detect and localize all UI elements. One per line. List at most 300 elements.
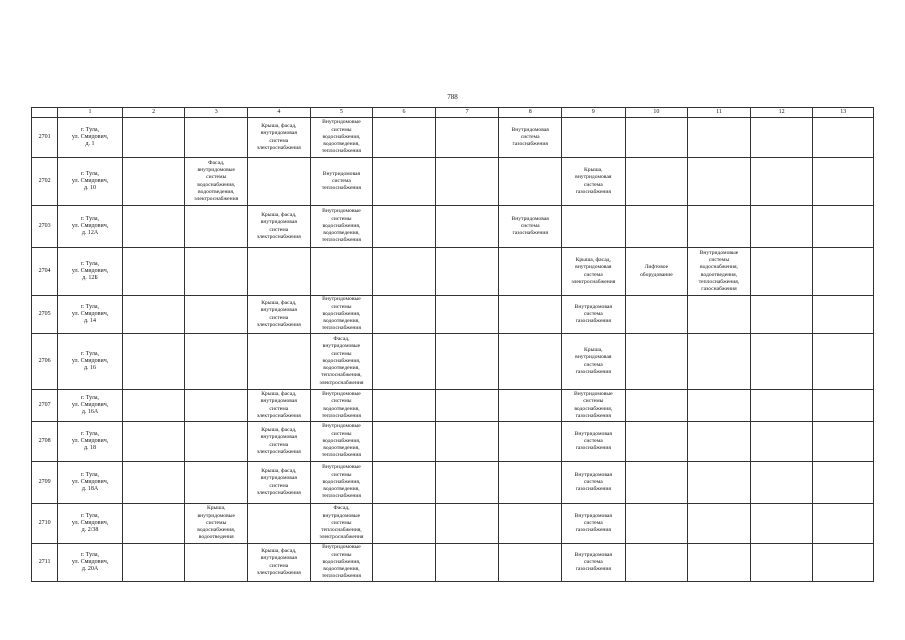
table-row: [32, 334, 874, 390]
cell-line: д. 18: [84, 445, 97, 452]
cell-line: д. 20А: [81, 566, 99, 573]
cell-line: Внутридомовая: [574, 430, 612, 437]
cell-line: система: [269, 137, 289, 144]
work-cell: [625, 504, 688, 544]
work-cell: [688, 544, 751, 582]
cell-line: Внутридомовые: [574, 391, 613, 398]
cell-line: газоснабжения: [575, 318, 611, 325]
cell-line: д. 12Б: [82, 275, 98, 282]
work-cell: [310, 462, 373, 504]
table-row: [32, 248, 874, 296]
work-cell: [373, 206, 436, 248]
cell-line: системы: [206, 174, 227, 181]
cell-line: электроснабжения: [194, 195, 239, 202]
cell-line: ул. Смидович,: [71, 558, 109, 565]
cell-line: ул. Смидович,: [71, 519, 109, 526]
cell-line: система: [269, 405, 289, 412]
cell-line: водоснабжения,: [322, 310, 361, 317]
work-cell: [750, 158, 813, 206]
work-description: [562, 431, 625, 453]
cell-line: системы: [331, 430, 352, 437]
cell-line: д. 1: [85, 141, 95, 148]
cell-line: система: [583, 310, 603, 317]
work-cell: [310, 544, 373, 582]
work-cell: [499, 334, 562, 390]
address-text: [58, 552, 122, 574]
address-cell: [58, 390, 123, 422]
work-cell: [248, 118, 311, 158]
work-description: [626, 264, 688, 278]
cell-line: г. Тула,: [81, 215, 100, 222]
cell-line: Фасад,: [208, 159, 225, 166]
cell-line: Внутридомовые: [699, 249, 739, 256]
header-cell: 13: [813, 108, 874, 118]
work-description: [311, 336, 373, 386]
cell-line: водоснабжения,: [322, 222, 361, 229]
cell-line: системы: [331, 551, 352, 558]
table-row: [32, 390, 874, 422]
cell-line: водоснабжения,: [322, 437, 361, 444]
cell-line: внутридомовая: [575, 264, 612, 271]
row-number-cell: 2707: [32, 390, 58, 422]
work-cell: [185, 296, 248, 334]
work-description: [248, 548, 310, 577]
table-row: [32, 544, 874, 582]
work-cell: [310, 334, 373, 390]
header-cell: 10: [625, 108, 688, 118]
header-cell: 7: [435, 108, 499, 118]
work-cell: [562, 390, 626, 422]
cell-line: газоснабжения: [575, 486, 611, 493]
work-cell: [185, 462, 248, 504]
cell-line: системы: [331, 303, 352, 310]
address-cell: [58, 206, 123, 248]
work-cell: [185, 544, 248, 582]
cell-line: системы: [583, 398, 604, 405]
work-description: [562, 513, 625, 535]
cell-line: газоснабжения: [575, 527, 611, 534]
cell-line: теплоснабжения: [321, 185, 361, 192]
row-number-cell: 2709: [32, 462, 58, 504]
work-cell: [688, 390, 751, 422]
cell-line: внутридомовая: [260, 307, 297, 314]
cell-line: ул. Смидович,: [71, 478, 109, 485]
work-cell: [122, 462, 185, 504]
cell-line: водоотведения,: [198, 188, 235, 195]
row-number-cell: 2704: [32, 248, 58, 296]
work-cell: [562, 462, 626, 504]
work-description: [311, 464, 373, 500]
cell-line: системы: [331, 126, 352, 133]
work-cell: [813, 158, 874, 206]
cell-line: водоотведения: [198, 534, 234, 541]
work-cell: [499, 118, 562, 158]
cell-line: ул. Смидович,: [71, 133, 109, 140]
cell-line: Крыша, фасад,: [261, 300, 297, 307]
work-cell: [122, 248, 185, 296]
cell-line: система: [583, 181, 603, 188]
page-number: 788: [447, 93, 458, 101]
cell-line: г. Тула,: [81, 512, 100, 519]
work-cell: [813, 248, 874, 296]
address-cell: [58, 334, 123, 390]
cell-line: система: [583, 437, 603, 444]
cell-line: внутридомовая: [260, 219, 297, 226]
work-cell: [248, 462, 311, 504]
cell-line: газоснабжения: [512, 141, 548, 148]
cell-line: водоотведения,: [323, 230, 360, 237]
work-description: [562, 304, 625, 326]
work-cell: [625, 248, 688, 296]
work-description: [311, 423, 373, 459]
cell-line: г. Тула,: [81, 551, 100, 558]
cell-line: системы: [331, 398, 352, 405]
cell-line: внутридомовая: [260, 475, 297, 482]
cell-line: внутридомовые: [197, 167, 235, 174]
cell-line: электроснабжения: [256, 448, 301, 455]
cell-line: системы: [331, 215, 352, 222]
cell-line: газоснабжения: [512, 230, 548, 237]
cell-line: электроснабжения: [256, 321, 301, 328]
table-row: [32, 462, 874, 504]
cell-line: теплоснабжения: [321, 148, 361, 155]
work-cell: [435, 544, 499, 582]
work-cell: [813, 334, 874, 390]
address-text: [58, 472, 122, 494]
work-description: [248, 212, 310, 241]
address-text: [58, 395, 122, 417]
work-cell: [122, 206, 185, 248]
work-cell: [435, 118, 499, 158]
cell-line: Внутридомовая: [322, 170, 361, 177]
work-description: [562, 391, 625, 420]
work-cell: [562, 422, 626, 462]
work-cell: [373, 118, 436, 158]
cell-line: системы: [708, 257, 730, 264]
cell-line: Крыша, фасад,: [261, 212, 297, 219]
cell-line: внутридомовая: [260, 434, 297, 441]
header-cell: 6: [373, 108, 436, 118]
cell-line: система: [583, 519, 603, 526]
cell-line: электроснабжения: [256, 144, 301, 151]
cell-line: водоснабжения,: [322, 478, 361, 485]
row-number-cell: 2706: [32, 334, 58, 390]
work-cell: [310, 422, 373, 462]
table-row: [32, 296, 874, 334]
cell-line: Крыша,: [584, 347, 603, 354]
work-cell: [310, 248, 373, 296]
work-cell: [750, 390, 813, 422]
work-cell: [373, 158, 436, 206]
row-number-cell: 2711: [32, 544, 58, 582]
work-cell: [813, 118, 874, 158]
cell-line: теплоснабжения: [321, 493, 361, 500]
row-number-cell: 2710: [32, 504, 58, 544]
cell-line: Внутридомовые: [322, 423, 361, 430]
work-cell: [122, 118, 185, 158]
work-cell: [248, 296, 311, 334]
work-description: [248, 300, 310, 329]
work-description: [248, 468, 310, 497]
cell-line: водоотведения,: [323, 141, 360, 148]
work-cell: [373, 422, 436, 462]
row-number-cell: 2702: [32, 158, 58, 206]
work-cell: [750, 334, 813, 390]
work-cell: [373, 462, 436, 504]
work-cell: [122, 296, 185, 334]
cell-line: электроснабжения: [256, 569, 301, 576]
header-cell: 9: [562, 108, 626, 118]
work-cell: [562, 118, 626, 158]
cell-line: система: [331, 177, 351, 184]
work-cell: [435, 248, 499, 296]
cell-line: водоснабжения,: [322, 357, 361, 364]
address-text: [58, 431, 122, 453]
work-cell: [499, 158, 562, 206]
cell-line: внутридомовые: [197, 512, 235, 519]
address-cell: [58, 158, 123, 206]
header-cell: 1: [58, 108, 123, 118]
work-cell: [688, 422, 751, 462]
work-cell: [625, 422, 688, 462]
cell-line: д. 10: [84, 185, 97, 192]
work-cell: [625, 158, 688, 206]
cell-line: водоснабжения,: [197, 527, 236, 534]
work-description: [311, 119, 373, 155]
work-cell: [625, 334, 688, 390]
work-description: [311, 208, 373, 244]
cell-line: теплоснабжения,: [698, 278, 740, 285]
work-description: [311, 505, 373, 541]
table-row: [32, 206, 874, 248]
cell-line: системы: [331, 350, 352, 357]
work-cell: [310, 504, 373, 544]
cell-line: система: [583, 558, 603, 565]
work-cell: [248, 504, 311, 544]
cell-line: системы: [206, 519, 227, 526]
work-cell: [310, 296, 373, 334]
cell-line: системы: [331, 471, 352, 478]
cell-line: Внутридомовая: [511, 126, 549, 133]
work-description: [562, 167, 625, 196]
work-cell: [185, 504, 248, 544]
work-cell: [562, 206, 626, 248]
cell-line: Фасад,: [333, 336, 350, 343]
work-cell: [435, 422, 499, 462]
work-cell: [185, 248, 248, 296]
table-row: [32, 422, 874, 462]
work-cell: [813, 422, 874, 462]
work-cell: [688, 462, 751, 504]
work-cell: [435, 462, 499, 504]
cell-line: внутридомовые: [322, 512, 361, 519]
cell-line: внутридомовые: [322, 343, 361, 350]
cell-line: Внутридомовые: [322, 296, 361, 303]
cell-line: д. 2/38: [81, 527, 99, 534]
cell-line: теплоснабжения,: [321, 527, 362, 534]
header-cell: 5: [310, 108, 373, 118]
cell-line: г. Тула,: [81, 430, 100, 437]
work-cell: [688, 248, 751, 296]
work-cell: [499, 390, 562, 422]
cell-line: внутридомовая: [260, 555, 297, 562]
cell-line: внутридомовая: [575, 174, 612, 181]
work-cell: [373, 248, 436, 296]
cell-line: д. 16: [84, 365, 97, 372]
work-cell: [435, 504, 499, 544]
work-description: [311, 296, 373, 332]
row-number-cell: 2701: [32, 118, 58, 158]
address-cell: [58, 504, 123, 544]
cell-line: теплоснабжения,: [321, 372, 362, 379]
cell-line: Крыша, фасад,: [261, 427, 297, 434]
address-text: [58, 351, 122, 373]
cell-line: система: [520, 133, 540, 140]
work-description: [311, 391, 373, 420]
cell-line: Внутридомовая: [574, 303, 612, 310]
header-cell: 2: [122, 108, 185, 118]
work-cell: [750, 296, 813, 334]
header-cell-empty: [32, 108, 58, 118]
work-cell: [625, 206, 688, 248]
cell-line: Лифтовое: [644, 264, 669, 271]
row-number-cell: 2705: [32, 296, 58, 334]
cell-line: электроснабжения: [256, 412, 301, 419]
column-number-row: [32, 108, 874, 118]
cell-line: д. 12А: [81, 230, 99, 237]
cell-line: г. Тула,: [81, 303, 100, 310]
work-description: [499, 127, 561, 149]
cell-line: Внутридомовые: [322, 544, 361, 551]
work-description: [562, 347, 625, 376]
address-text: [58, 216, 122, 238]
cell-line: ул. Смидович,: [71, 401, 109, 408]
cell-line: водоснабжения,: [322, 558, 361, 565]
cell-line: система: [269, 441, 289, 448]
header-cell: 3: [185, 108, 248, 118]
work-cell: [248, 206, 311, 248]
work-cell: [499, 544, 562, 582]
cell-line: Внутридомовая: [574, 551, 612, 558]
cell-line: система: [269, 562, 289, 569]
cell-line: д. 18А: [81, 486, 99, 493]
cell-line: система: [583, 271, 603, 278]
cell-line: система: [269, 482, 289, 489]
row-number-cell: 2703: [32, 206, 58, 248]
work-cell: [373, 544, 436, 582]
cell-line: Внутридомовые: [322, 119, 361, 126]
cell-line: ул. Смидович,: [71, 267, 109, 274]
work-cell: [248, 334, 311, 390]
cell-line: водоотведения,: [323, 405, 360, 412]
work-cell: [122, 390, 185, 422]
cell-line: газоснабжения: [575, 445, 611, 452]
work-cell: [122, 334, 185, 390]
cell-line: газоснабжения: [575, 412, 611, 419]
work-description: [311, 171, 373, 193]
work-cell: [185, 118, 248, 158]
work-cell: [750, 248, 813, 296]
address-text: [58, 304, 122, 326]
work-cell: [750, 504, 813, 544]
cell-line: водоотведения,: [700, 271, 738, 278]
cell-line: электроснабжения: [256, 489, 301, 496]
cell-line: теплоснабжения: [321, 237, 361, 244]
table-row: [32, 504, 874, 544]
cell-line: Крыша, фасад,: [261, 123, 297, 130]
work-cell: [562, 334, 626, 390]
work-cell: [310, 118, 373, 158]
work-cell: [562, 296, 626, 334]
work-cell: [435, 158, 499, 206]
cell-line: г. Тула,: [81, 170, 100, 177]
table-body: [32, 118, 874, 582]
work-cell: [185, 334, 248, 390]
work-cell: [435, 390, 499, 422]
cell-line: водоснабжения,: [700, 264, 738, 271]
work-description: [185, 505, 247, 541]
header-cell: 12: [750, 108, 813, 118]
cell-line: г. Тула,: [81, 394, 100, 401]
cell-line: водоснабжения,: [574, 405, 613, 412]
work-cell: [813, 462, 874, 504]
cell-line: теплоснабжения: [321, 412, 361, 419]
work-description: [248, 391, 310, 420]
address-cell: [58, 462, 123, 504]
cell-line: ул. Смидович,: [71, 310, 109, 317]
cell-line: газоснабжения: [701, 285, 737, 292]
repair-schedule-table: [31, 107, 874, 582]
address-cell: [58, 296, 123, 334]
cell-line: ул. Смидович,: [71, 177, 109, 184]
cell-line: Крыша,: [206, 505, 226, 512]
cell-line: система: [583, 361, 603, 368]
cell-line: Внутридомовые: [322, 391, 361, 398]
work-cell: [435, 206, 499, 248]
cell-line: Внутридомовая: [574, 512, 612, 519]
cell-line: электроснабжения: [256, 233, 301, 240]
work-cell: [625, 544, 688, 582]
work-cell: [750, 118, 813, 158]
work-cell: [562, 158, 626, 206]
work-cell: [688, 334, 751, 390]
cell-line: водоотведения,: [323, 318, 360, 325]
work-cell: [688, 206, 751, 248]
work-cell: [185, 206, 248, 248]
work-cell: [813, 390, 874, 422]
cell-line: д. 16А: [81, 409, 99, 416]
cell-line: Крыша, фасад,: [575, 257, 611, 264]
work-cell: [499, 248, 562, 296]
work-cell: [499, 422, 562, 462]
address-text: [58, 513, 122, 535]
cell-line: оборудование: [640, 271, 673, 278]
row-number-cell: 2708: [32, 422, 58, 462]
cell-line: внутридомовая: [575, 354, 612, 361]
work-cell: [813, 504, 874, 544]
work-cell: [499, 504, 562, 544]
address-cell: [58, 118, 123, 158]
cell-line: газоснабжения: [575, 188, 611, 195]
work-cell: [625, 296, 688, 334]
cell-line: д. 14: [84, 318, 97, 325]
cell-line: теплоснабжения: [321, 452, 361, 459]
cell-line: Фасад,: [333, 505, 350, 512]
address-text: [58, 127, 122, 149]
cell-line: водоотведения,: [323, 445, 360, 452]
cell-line: система: [520, 222, 540, 229]
work-cell: [248, 158, 311, 206]
